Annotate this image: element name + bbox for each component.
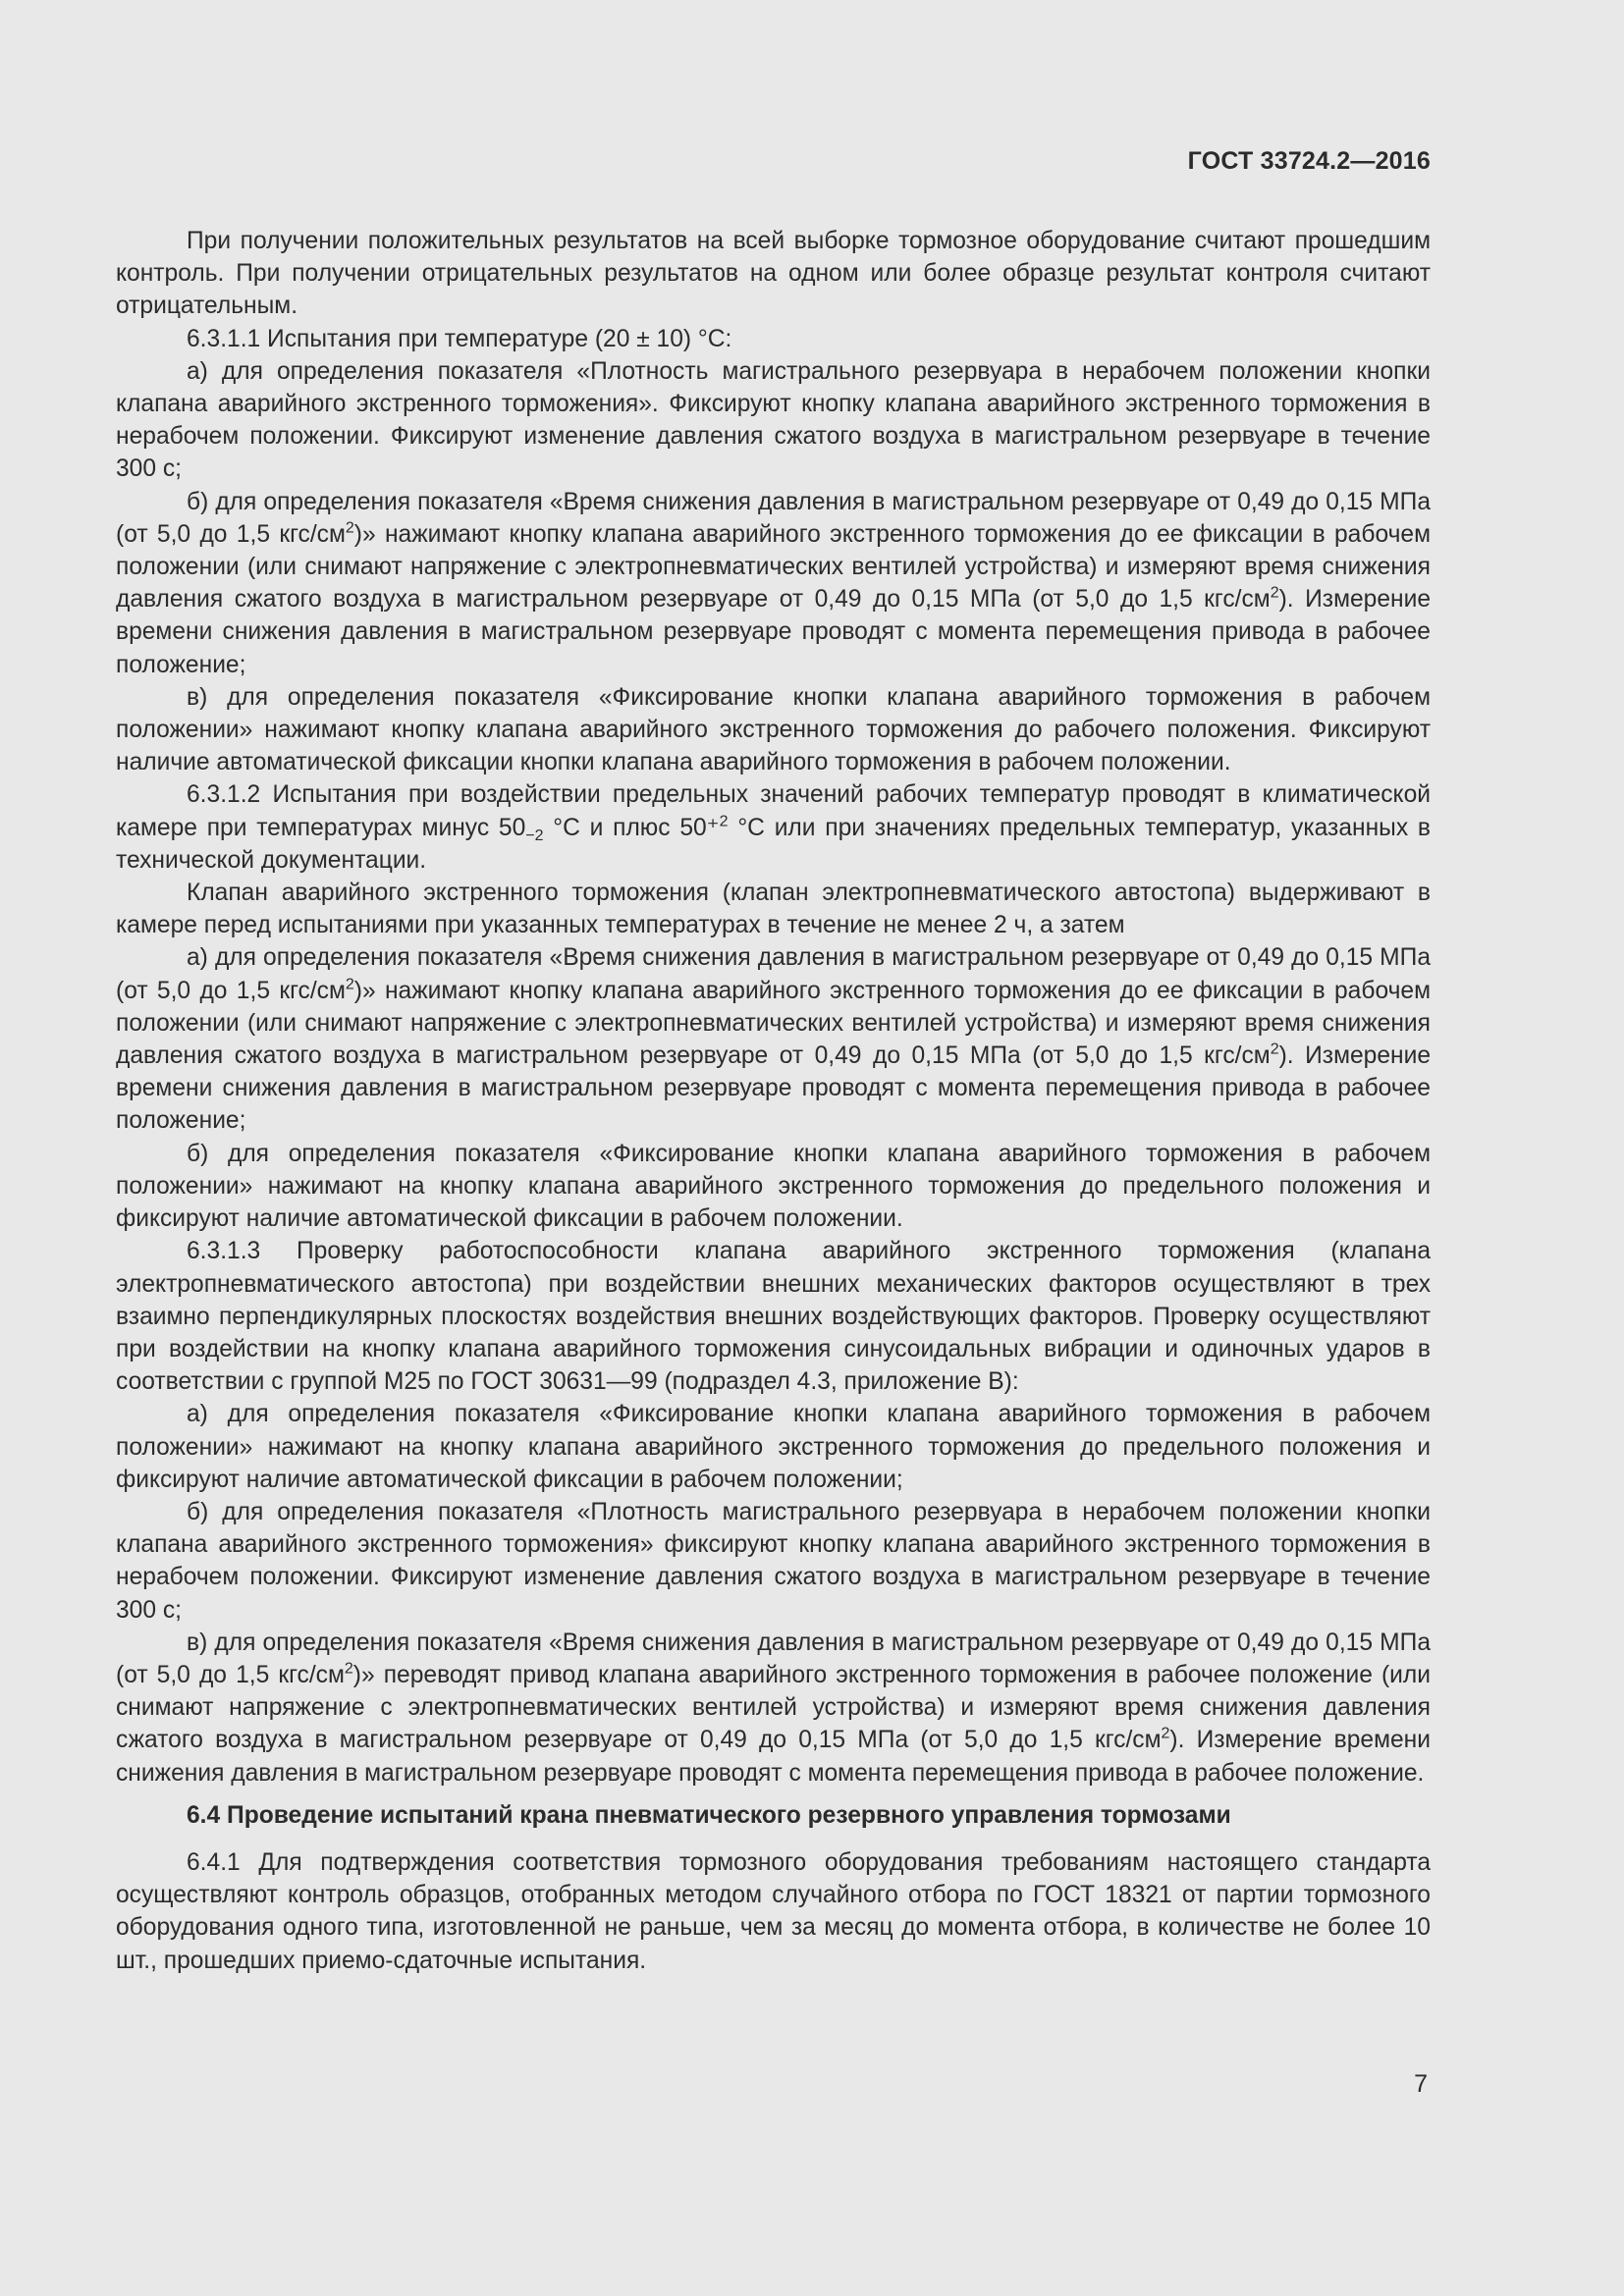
- paragraph: б) для определения показателя «Фиксирование кнопки клапана аварийного торможения в рабочем положении» нажимают на кнопку клапана аварийного экстренного торможения до предельного положения и фиксируют наличие автоматической фиксации в рабочем положении.: [116, 1140, 1431, 1233]
- page-number: 7: [1414, 2070, 1428, 2098]
- paragraph: 6.3.1.3 Проверку работоспособности клапана аварийного экстренного торможения (клапана электропневматического автостопа) при воздействии внешних механических факторов осуществляют в трех взаимно перпендикулярных плоскостях воздействия внешних воздействующих факторов. Проверку осуществляют при воздействии на кнопку клапана аварийного торможения синусоидальных вибрации и одиночных ударов в соответствии с группой М25 по ГОСТ 30631—99 (подраздел 4.3, приложение В):: [116, 1238, 1431, 1396]
- paragraph: а) для определения показателя «Фиксирование кнопки клапана аварийного торможения в рабочем положении» нажимают на кнопку клапана аварийного экстренного торможения до предельного положения и фиксируют наличие автоматической фиксации в рабочем положении;: [116, 1401, 1431, 1493]
- paragraph: в) для определения показателя «Время снижения давления в магистральном резервуаре от 0,49 до 0,15 МПа (от 5,0 до 1,5 кгс/$см^2$)» переводят привод клапана аварийного экстренного торможения в рабочее положение (или снимают напряжение с электропневматических вентилей устройства) и измеряют время снижения давления сжатого воздуха в магистральном резервуаре от 0,49 до 0,15 МПа (от 5,0 до 1,5 кгс/$см^2$). Измерение времени снижения давления в магистральном резервуаре проводят с момента перемещения привода в рабочее положение.: [116, 1629, 1432, 1787]
- paragraph: Клапан аварийного экстренного торможения (клапан электропневматического автостопа) выдерживают в камере перед испытаниями при указанных температурах в течение не менее 2 ч, а затем: [116, 880, 1431, 939]
- paragraph: в) для определения показателя «Фиксирование кнопки клапана аварийного торможения в рабочем положении» нажимают кнопку клапана аварийного экстренного торможения до рабочего положения. Фиксируют наличие автоматической фиксации кнопки клапана аварийного торможения в рабочем положении.: [116, 683, 1431, 776]
- paragraph: 6.4.1 Для подтверждения соответствия тормозного оборудования требованиям настоящего стандарта осуществляют контроль образцов, отобранных методом случайного отбора по ГОСТ 18321 от партии тормозного оборудования одного типа, изготовленной не раньше, чем за месяц до момента отбора, в количестве не более 10 шт., прошедших приемо-сдаточные испытания.: [116, 1848, 1431, 1974]
- paragraph: а) для определения показателя «Плотность магистрального резервуара в нерабочем положении кнопки клапана аварийного экстренного торможения». Фиксируют кнопку клапана аварийного экстренного торможения в нерабочем положении. Фиксируют изменение давления сжатого воздуха в магистральном резервуаре в течение 300 с;: [116, 357, 1431, 483]
- paragraph: б) для определения показателя «Плотность магистрального резервуара в нерабочем положении кнопки клапана аварийного экстренного торможения» фиксируют кнопку клапана аварийного экстренного торможения в нерабочем положении. Фиксируют изменение давления сжатого воздуха в магистральном резервуаре в течение 300 с;: [116, 1498, 1431, 1624]
- paragraph: 6.3.1.2 Испытания при воздействии предельных значений рабочих температур проводят в климатической камере при температурах минус $50_{-2}$ °С и плюс 50⁺$^2$ °С или при значениях предельных температур, указанных в технической документации.: [116, 781, 1431, 874]
- paragraph: а) для определения показателя «Время снижения давления в магистральном резервуаре от 0,49 до 0,15 МПа (от 5,0 до 1,5 кгс/$см^2$)» нажимают кнопку клапана аварийного экстренного торможения до ее фиксации в рабочем положении (или снимают напряжение с электропневматических вентилей устройства) и измеряют время снижения давления сжатого воздуха в магистральном резервуаре от 0,49 до 0,15 МПа (от 5,0 до 1,5 кгс/$см^2$). Измерение времени снижения давления в магистральном резервуаре проводят с момента перемещения привода в рабочее положение;: [116, 944, 1432, 1135]
- paragraph: 6.3.1.1 Испытания при температуре (20 ± 10) °С:: [187, 325, 732, 352]
- document-code-header: ГОСТ 33724.2—2016: [1187, 147, 1431, 175]
- paragraph: б) для определения показателя «Время снижения давления в магистральном резервуаре от 0,49 до 0,15 МПа (от 5,0 до 1,5 кгс/$см^2$)» нажимают кнопку клапана аварийного экстренного торможения до ее фиксации в рабочем положении (или снимают напряжение с электропневматических вентилей устройства) и измеряют время снижения давления сжатого воздуха в магистральном резервуаре от 0,49 до 0,15 МПа (от 5,0 до 1,5 кгс/$см^2$). Измерение времени снижения давления в магистральном резервуаре проводят с момента перемещения привода в рабочее положение;: [116, 488, 1432, 678]
- section-heading: 6.4 Проведение испытаний крана пневматического резервного управления тормозами: [187, 1801, 1231, 1829]
- document-body: [116, 225, 1431, 1977]
- paragraph: При получении положительных результатов на всей выборке тормозное оборудование считают прошедшим контроль. При получении отрицательных результатов на одном или более образце результат контроля считают отрицательным.: [116, 228, 1431, 320]
